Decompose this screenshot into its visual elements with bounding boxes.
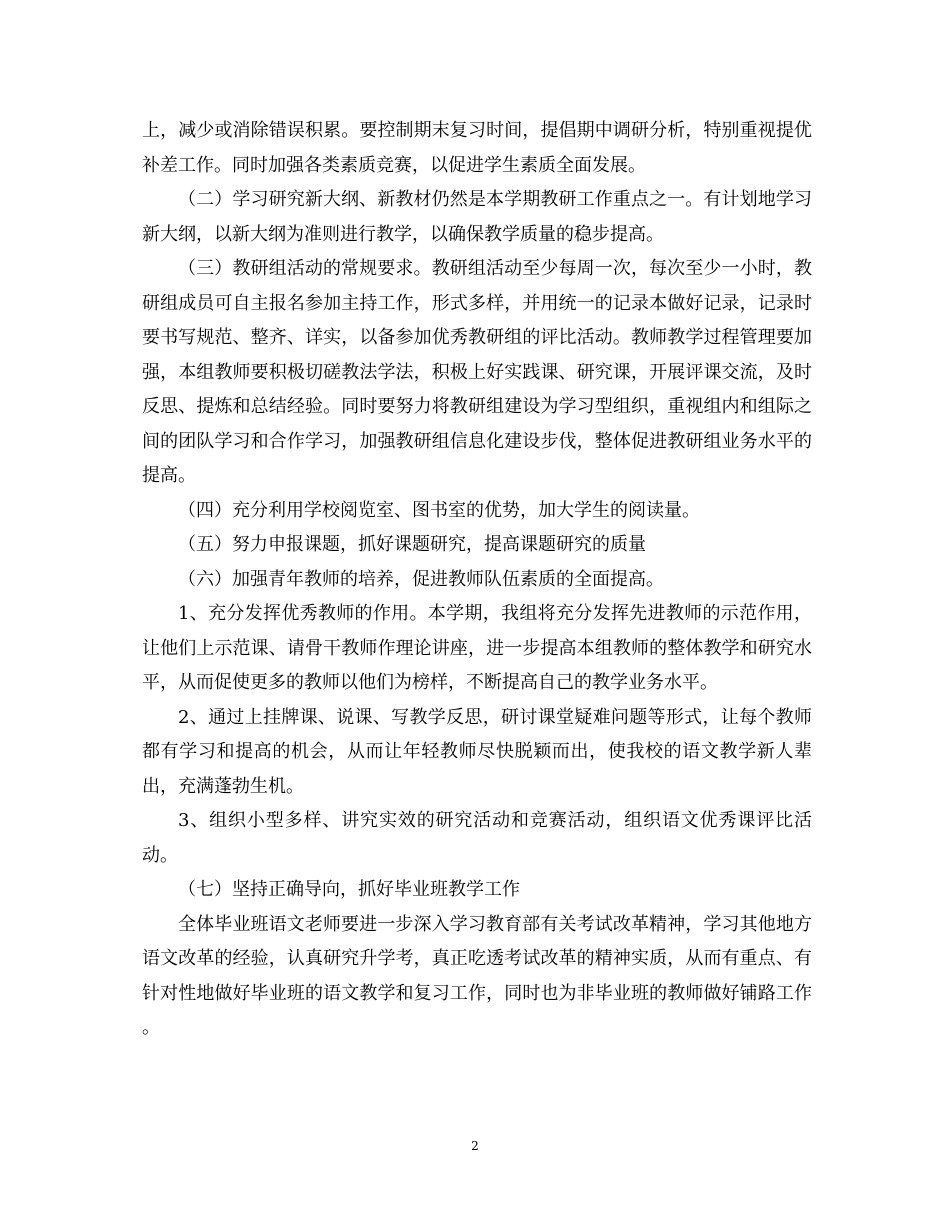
document-body (142, 114, 812, 1046)
paragraph-item-3: 3、组织小型多样、讲究实效的研究活动和竞赛活动，组织语文优秀课评比活动。 (142, 810, 812, 866)
paragraph-section-6: （六）加强青年教师的培养，促进教师队伍素质的全面提高。 (178, 568, 664, 590)
paragraph-item-1: 1、充分发挥优秀教师的作用。本学期，我组将充分发挥先进教师的示范作用，让他们上示范课、请骨干教师作理论讲座，进一步提高本组教师的整体教学和研究水平，从而促使更多的教师以他们为榜样，不断提高自己的教学业务水平。 (142, 603, 812, 693)
page-number: 2 (471, 1139, 479, 1153)
paragraph-graduating-class: 全体毕业班语文老师要进一步深入学习教育部有关考试改革精神，学习其他地方语文改革的经验，认真研究升学考，真正吃透考试改革的精神实质，从而有重点、有针对性地做好毕业班的语文教学和复习工作，同时也为非毕业班的教师做好铺路工作 。 (142, 913, 812, 1038)
paragraph-section-7: （七）坚持正确导向，抓好毕业班教学工作 (178, 879, 520, 900)
paragraph-section-5: （五）努力申报课题，抓好课题研究，提高课题研究的质量 (178, 534, 646, 555)
paragraph-item-2: 2、通过上挂牌课、说课、写教学反思，研讨课堂疑难问题等形式，让每个教师都有学习和提高的机会，从而让年轻教师尽快脱颖而出，使我校的语文教学新人辈出，充满蓬勃生机。 (142, 706, 812, 797)
paragraph-section-2: （二）学习研究新大纲、新教材仍然是本学期教研工作重点之一。有计划地学习新大纲，以新大纲为准则进行教学，以确保教学质量的稳步提高。 (142, 189, 812, 245)
paragraph-section-3: （三）教研组活动的常规要求。教研组活动至少每周一次，每次至少一小时，教研组成员可自主报名参加主持工作，形式多样，并用统一的记录本做好记录，记录时要书写规范、整齐、详实，以备参加优秀教研组的评比活动。教师教学过程管理要加强，本组教师要积极切磋教法学法，积极上好实践课、研究课，开展评课交流，及时反思、提炼和总结经验。同时要努力将教研组建设为学习型组织，重视组内和组际之间的团队学习和合作学习，加强教研组信息化建设步伐，整体促进教研组业务水平的提高。 (142, 258, 812, 486)
paragraph-continuation: 上，减少或消除错误积累。要控制期末复习时间，提倡期中调研分析，特别重视提优补差工作。同时加强各类素质竞赛，以促进学生素质全面发展。 (142, 120, 812, 176)
paragraph-section-4: （四）充分利用学校阅览室、图书室的优势，加大学生的阅读量。 (178, 499, 700, 521)
